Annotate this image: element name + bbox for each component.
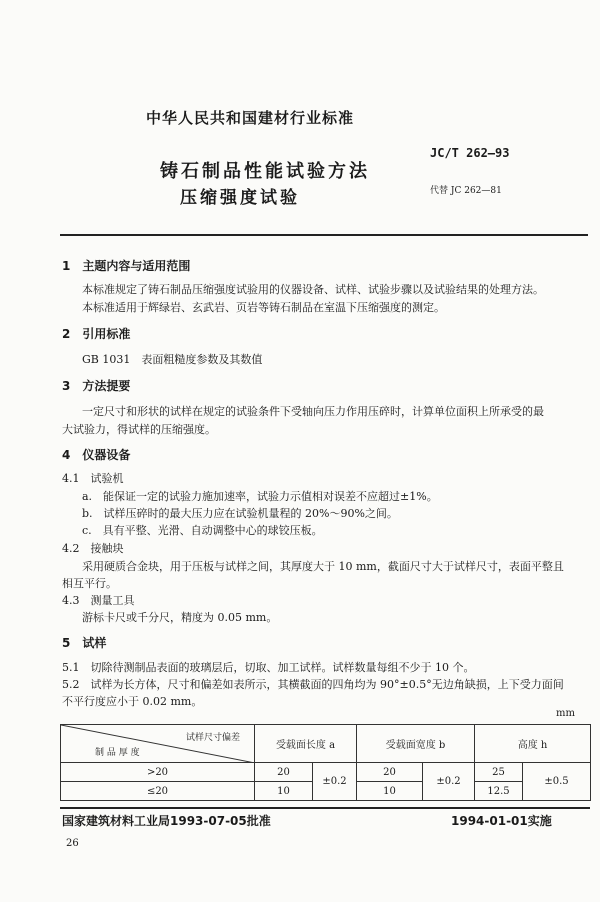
section-title: 试样 [82,636,107,650]
section-number: 1 [62,259,71,273]
header-rule [60,234,588,236]
diagonal-top-label: 试样尺寸偏差 [185,733,240,743]
section-title: 仪器设备 [82,448,131,462]
page-number: 26 [66,838,79,849]
clause-5-1: 5.1 切除待测制品表面的玻璃层后，切取、加工试样。试样数量每组不少于 10 个。 [62,661,475,674]
subsection-4-2-heading: 4.2 接触块 [62,542,124,555]
section-number: 5 [62,636,71,650]
reference-standard: GB 1031 表面粗糙度参数及其数值 [82,353,263,366]
paragraph: 游标卡尺或千分尺，精度为 0.05 mm。 [82,611,278,624]
document-title: 铸石制品性能试验方法 [160,161,370,182]
paragraph: 一定尺寸和形状的试样在规定的试验条件下受轴向压力作用压碎时，计算单位面积上所承受的最 [82,405,544,418]
section-5-heading [62,634,106,651]
replaces-note: 代替 JC 262—81 [430,186,502,196]
table-header-row [61,725,591,763]
height-tolerance: ±0.5 [523,763,591,801]
paragraph: 本标准适用于辉绿岩、玄武岩、页岩等铸石制品在室温下压缩强度的测定。 [82,301,445,314]
section-2-heading [62,325,130,342]
height-cell: 25 [475,763,523,782]
section-number: 2 [62,327,71,341]
header-length: 受载面长度 a [255,725,357,763]
subsection-4-3-heading: 4.3 测量工具 [62,594,135,607]
paragraph: 大试验力，得试样的压缩强度。 [62,423,216,436]
width-cell: 20 [357,763,423,782]
specimen-size-table [60,724,591,801]
height-cell: 12.5 [475,782,523,801]
table-unit: mm [556,708,575,719]
footer-rule [60,807,590,809]
document-subtitle: 压缩强度试验 [180,188,300,208]
diagonal-header-cell [61,725,255,763]
standard-number: JC/T 262—93 [430,146,510,160]
paragraph: 采用硬质合金块，用于压板与试样之间，其厚度大于 10 mm，截面尺寸大于试样尺寸，表面平整且 [82,560,564,573]
paragraph: 本标准规定了铸石制品压缩强度试验用的仪器设备、试样、试验步骤以及试验结果的处理方法。 [82,283,544,296]
section-title: 引用标准 [82,327,131,341]
section-title: 主题内容与适用范围 [82,259,191,273]
length-cell: 20 [255,763,313,782]
effective-date: 1994-01-01实施 [451,814,552,828]
section-number: 3 [62,379,71,393]
thickness-cell: >20 [61,763,255,782]
paragraph: 相互平行。 [62,577,117,590]
width-tolerance: ±0.2 [423,763,475,801]
clause-5-2: 5.2 试样为长方体，尺寸和偏差如表所示，其横截面的四角均为 90°±0.5°无边角缺损，上下受力面间 [62,678,564,691]
section-3-heading [62,377,130,394]
table-row [61,763,591,782]
clause-5-2-continued: 不平行度应小于 0.02 mm。 [62,695,203,708]
thickness-cell: ≤20 [61,782,255,801]
approval-note: 国家建筑材料工业局1993-07-05批准 [62,814,271,828]
section-title: 方法提要 [82,379,131,393]
list-item: a. 能保证一定的试验力施加速率，试验力示值相对误差不应超过±1%。 [82,490,438,503]
diagonal-bottom-label: 制 品 厚 度 [95,748,140,758]
width-cell: 10 [357,782,423,801]
length-tolerance: ±0.2 [313,763,357,801]
org-title: 中华人民共和国建材行业标准 [146,109,355,127]
length-cell: 10 [255,782,313,801]
section-4-heading [62,446,130,463]
header-width: 受载面宽度 b [357,725,475,763]
section-number: 4 [62,448,71,462]
header-height: 高度 h [475,725,591,763]
list-item: b. 试样压碎时的最大压力应在试验机量程的 20%～90%之间。 [82,507,398,520]
section-1-heading [62,257,190,274]
list-item: c. 具有平整、光滑、自动调整中心的球铰压板。 [82,524,323,537]
subsection-4-1-heading: 4.1 试验机 [62,472,124,485]
